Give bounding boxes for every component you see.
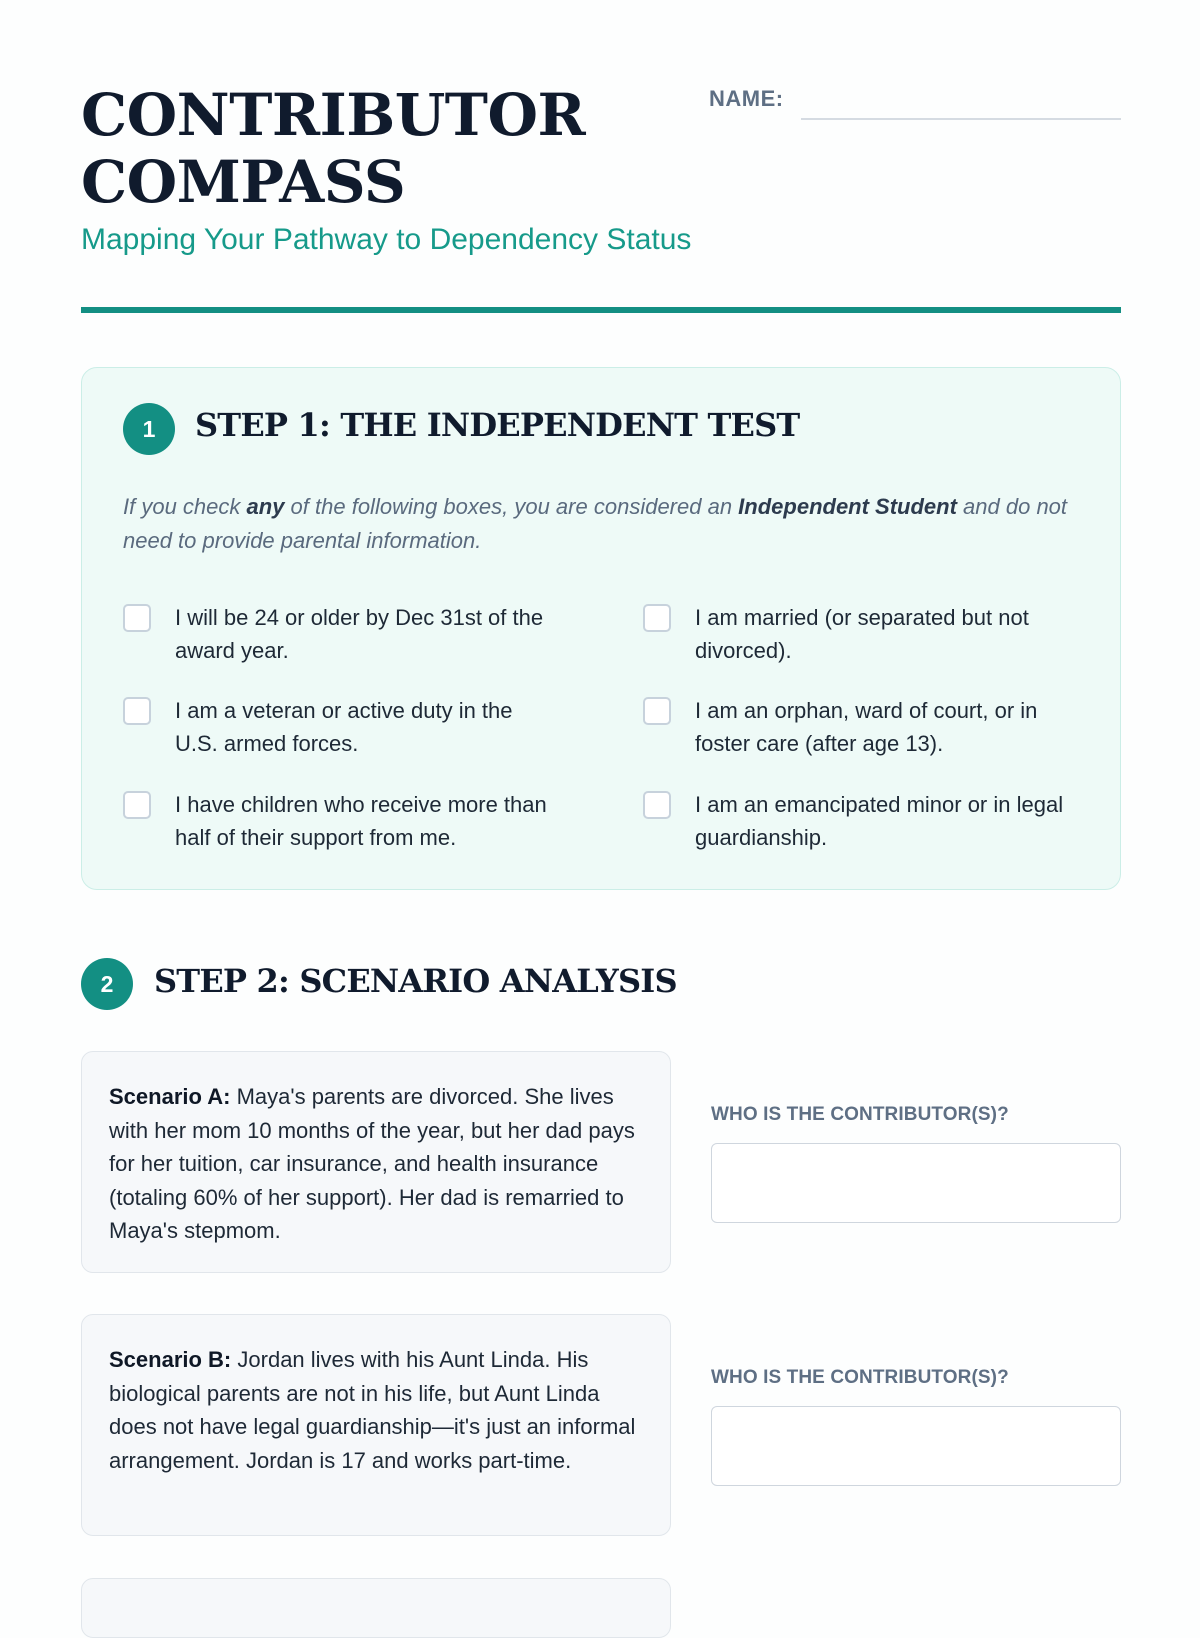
checkbox[interactable] (123, 604, 151, 632)
page-title (81, 82, 681, 216)
intro-emphasis-independent: Independent Student (738, 494, 957, 519)
step2-title: STEP 2: SCENARIO ANALYSIS (154, 962, 677, 1000)
step2-number-badge: 2 (81, 958, 133, 1010)
contributor-question-a: WHO IS THE CONTRIBUTOR(S)? (711, 1104, 1009, 1125)
scenario-label: Scenario B: (109, 1347, 232, 1372)
checkbox-label: I have children who receive more than half of their support from me. (175, 792, 547, 850)
contributor-answer-b[interactable] (711, 1406, 1121, 1486)
title-line-2: COMPASS (81, 148, 406, 216)
checkbox[interactable] (123, 697, 151, 725)
checkbox-label: I am married (or separated but not divorced). (695, 605, 1029, 663)
step1-number-badge: 1 (123, 403, 175, 455)
checkbox[interactable] (643, 604, 671, 632)
name-label: NAME: (709, 86, 784, 111)
scenario-text: Maya's parents are divorced. She lives with her mom 10 months of the year, but her dad pays for her tuition, car insurance, and health insurance (totaling 60% of her support). Her dad is remarried to Maya's stepmom. (109, 1084, 635, 1243)
contributor-question-b: WHO IS THE CONTRIBUTOR(S)? (711, 1367, 1009, 1388)
title-line-1: CONTRIBUTOR (81, 81, 586, 149)
checkbox-label: I will be 24 or older by Dec 31st of the award year. (175, 605, 544, 663)
name-field[interactable] (801, 118, 1121, 120)
checkbox-label: I am an emancipated minor or in legal guardianship. (695, 792, 1064, 850)
step1-instructions (123, 490, 1078, 558)
scenario-text: Jordan lives with his Aunt Linda. His biological parents are not in his life, but Aunt Linda does not have legal guardianship—it's just an informal arrangement. Jordan is 17 and works part-time. (109, 1347, 636, 1473)
checkbox[interactable] (643, 791, 671, 819)
intro-text-2: of the following boxes, you are considered an (284, 494, 739, 519)
scenario-label: Scenario A: (109, 1084, 231, 1109)
scenario-card-a (81, 1051, 671, 1273)
checkbox-label: I am an orphan, ward of court, or in foster care (after age 13). (695, 698, 1038, 756)
intro-emphasis-any: any (246, 494, 285, 519)
checkbox[interactable] (643, 697, 671, 725)
header-divider (81, 307, 1121, 313)
step1-section (81, 367, 1121, 890)
contributor-answer-a[interactable] (711, 1143, 1121, 1223)
step1-title: STEP 1: THE INDEPENDENT TEST (195, 406, 800, 444)
checkbox[interactable] (123, 791, 151, 819)
intro-text-3: and do not need to provide parental information. (123, 494, 1068, 553)
checkbox-label: I am a veteran or active duty in the U.S. armed forces. (175, 698, 513, 756)
scenario-card-partial (81, 1578, 671, 1638)
scenario-card-b (81, 1314, 671, 1536)
intro-text-1: If you check (123, 494, 247, 519)
page-subtitle: Mapping Your Pathway to Dependency Status (81, 223, 692, 256)
